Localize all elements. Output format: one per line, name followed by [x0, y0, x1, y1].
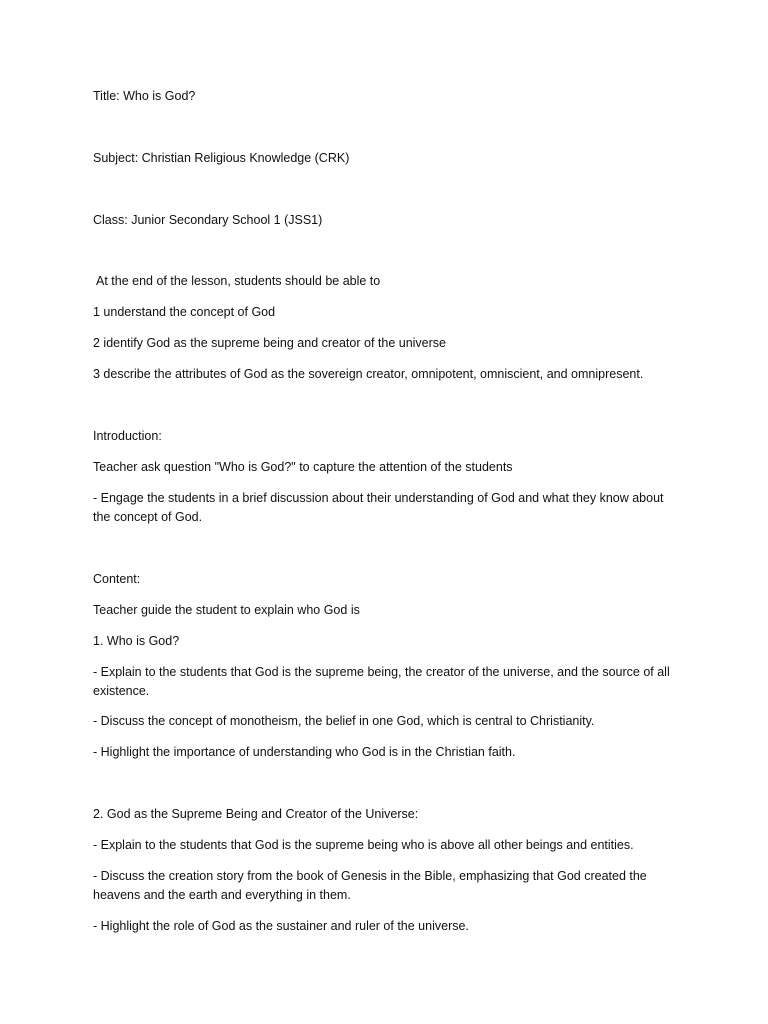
introduction-heading: Introduction:: [93, 429, 162, 443]
section2-point: - Explain to the students that God is the supreme being who is above all other beings and entities.: [93, 838, 634, 852]
objectives-intro: At the end of the lesson, students should be able to: [96, 274, 381, 288]
content-lead: Teacher guide the student to explain who God is: [93, 603, 360, 617]
class-line: Class: Junior Secondary School 1 (JSS1): [93, 213, 323, 227]
section1-point: - Explain to the students that God is the supreme being, the creator of the universe, and the source of all existence.: [93, 665, 670, 698]
content-heading: Content:: [93, 572, 141, 586]
title-line: Title: Who is God?: [93, 89, 196, 103]
objective-item: 3 describe the attributes of God as the sovereign creator, omnipotent, omniscient, and omnipresent.: [93, 367, 644, 381]
section1-point: - Discuss the concept of monotheism, the belief in one God, which is central to Christianity.: [93, 714, 595, 728]
section1-point: - Highlight the importance of understanding who God is in the Christian faith.: [93, 745, 516, 759]
section2-point: - Discuss the creation story from the book of Genesis in the Bible, emphasizing that God created the heavens and the earth and everything in them.: [93, 869, 647, 902]
introduction-line: - Engage the students in a brief discussion about their understanding of God and what they know about the concept of God.: [93, 491, 664, 524]
objective-item: 2 identify God as the supreme being and creator of the universe: [93, 336, 446, 350]
subject-line: Subject: Christian Religious Knowledge (CRK): [93, 151, 350, 165]
section1-heading: 1. Who is God?: [93, 634, 180, 648]
introduction-line: Teacher ask question "Who is God?" to capture the attention of the students: [93, 460, 513, 474]
objective-item: 1 understand the concept of God: [93, 305, 276, 319]
section2-point: - Highlight the role of God as the sustainer and ruler of the universe.: [93, 919, 469, 933]
section2-heading: 2. God as the Supreme Being and Creator of the Universe:: [93, 807, 419, 821]
